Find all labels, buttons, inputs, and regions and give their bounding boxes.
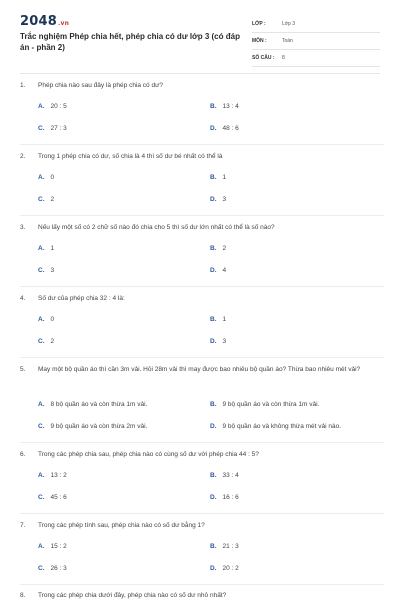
question-body: Trong 1 phép chia có dư, số chia là 4 thì số dư bé nhất có thể là [38,153,223,160]
options-row [20,103,384,115]
option-letter: B. [210,401,217,408]
option-letter: B. [210,543,217,550]
options-row [20,401,384,413]
option-a[interactable] [38,174,54,181]
option-d[interactable] [210,338,226,345]
option-letter: C. [38,196,45,203]
option-text: 20 : 5 [50,103,67,110]
question-text [20,80,384,91]
question-3 [20,222,384,274]
meta-row-count [252,50,380,67]
worksheet-title: Trắc nghiệm Phép chia hết, phép chia có dư lớp 3 (có đáp án - phần 2) [20,32,240,52]
question-text [20,449,384,460]
option-text: 13 : 4 [222,103,239,110]
worksheet-header [0,0,400,74]
option-d[interactable] [210,565,239,572]
option-text: 3 [50,267,55,274]
logo-domain: .vn [57,20,70,27]
option-c[interactable] [38,565,67,572]
option-letter: B. [210,316,217,323]
option-text: 1 [222,174,227,181]
header-divider [20,73,380,74]
option-text: 9 bộ quần áo và còn thừa 1m vải. [222,401,320,408]
option-a[interactable] [38,543,67,550]
option-text: 20 : 2 [222,565,239,572]
option-text: 15 : 2 [50,543,67,550]
question-divider [20,144,384,145]
option-c[interactable] [38,267,54,274]
logo-text: 2048 [20,14,57,29]
option-d[interactable] [210,125,239,132]
options-row [20,267,384,279]
worksheet-meta [252,16,380,67]
option-b[interactable] [210,174,226,181]
question-number: 5. [20,366,26,373]
meta-row-subject [252,33,380,50]
option-letter: B. [210,472,217,479]
option-letter: A. [38,245,45,252]
option-letter: D. [210,423,217,430]
question-text [20,151,384,162]
option-c[interactable] [38,125,67,132]
question-divider [20,513,384,514]
question-body: May một bộ quần áo thì cần 3m vải. Hỏi 28m vải thì may được bao nhiêu bộ quần áo? Thừa bao nhiêu mét vải? [38,366,361,373]
option-text: 3 [222,196,227,203]
question-body: Trong các phép chia dưới đây, phép chia nào có số dư nhỏ nhất? [38,592,227,599]
option-text: 33 : 4 [222,472,239,479]
question-text [20,520,384,531]
options-row [20,316,384,328]
options-row [20,543,384,555]
option-text: 45 : 6 [50,494,67,501]
option-text: 21 : 3 [222,543,239,550]
option-letter: C. [38,125,45,132]
question-divider [20,286,384,287]
option-text: 9 bộ quần áo và không thừa mét vải nào. [222,423,342,430]
question-6 [20,449,384,501]
options-row [20,174,384,186]
question-text [20,293,384,304]
option-text: 2 [222,245,227,252]
option-b[interactable] [210,316,226,323]
meta-value: 8 [282,55,285,61]
option-b[interactable] [210,543,239,550]
options-row [20,494,384,506]
question-divider [20,584,384,585]
question-number: 6. [20,451,26,458]
option-text: 9 bộ quần áo và còn thừa 2m vải. [50,423,148,430]
question-number: 8. [20,592,26,599]
question-number: 3. [20,224,26,231]
options-row [20,338,384,350]
option-text: 4 [222,267,227,274]
option-a[interactable] [38,103,67,110]
option-letter: D. [210,338,217,345]
option-letter: B. [210,174,217,181]
options-row [20,472,384,484]
meta-row-class [252,16,380,33]
option-letter: D. [210,494,217,501]
option-text: 0 [50,316,55,323]
question-divider [20,215,384,216]
option-letter: C. [38,565,45,572]
option-a[interactable] [38,472,67,479]
option-c[interactable] [38,338,54,345]
option-letter: C. [38,494,45,501]
option-letter: A. [38,472,45,479]
question-1 [20,80,384,132]
question-body: Phép chia nào sau đây là phép chia có dư? [38,82,164,89]
option-b[interactable] [210,401,319,408]
question-number: 2. [20,153,26,160]
option-letter: D. [210,267,217,274]
option-letter: B. [210,103,217,110]
option-text: 2 [50,196,55,203]
option-text: 26 : 3 [50,565,67,572]
option-c[interactable] [38,196,54,203]
option-letter: B. [210,245,217,252]
options-row [20,565,384,577]
option-letter: A. [38,316,45,323]
options-row [20,125,384,137]
question-divider [20,442,384,443]
option-text: 27 : 3 [50,125,67,132]
option-letter: C. [38,423,45,430]
option-a[interactable] [38,401,147,408]
option-letter: A. [38,174,45,181]
question-body: Nếu lấy một số có 2 chữ số nào đó chia cho 5 thì số dư lớn nhất có thể là số nào? [38,224,275,231]
option-text: 2 [50,338,55,345]
question-divider [20,357,384,358]
options-row [20,196,384,208]
option-letter: A. [38,401,45,408]
options-row [20,423,384,435]
option-c[interactable] [38,423,147,430]
meta-label: SỐ CÂU : [252,55,275,61]
option-letter: A. [38,103,45,110]
question-number: 1. [20,82,26,89]
meta-value: Toán [282,38,293,44]
option-text: 3 [222,338,227,345]
question-body: Số dư của phép chia 32 : 4 là: [38,295,125,302]
option-text: 13 : 2 [50,472,67,479]
question-text [20,590,384,600]
option-d[interactable] [210,423,341,430]
option-text: 16 : 6 [222,494,239,501]
question-number: 7. [20,522,26,529]
option-text: 1 [50,245,55,252]
option-a[interactable] [38,316,54,323]
option-letter: D. [210,125,217,132]
question-8 [20,590,384,600]
question-body: Trong các phép chia sau, phép chia nào có cùng số dư với phép chia 44 : 5? [38,451,259,458]
option-d[interactable] [210,494,239,501]
question-7 [20,520,384,572]
option-b[interactable] [210,472,239,479]
meta-label: LỚP : [252,21,266,27]
option-letter: C. [38,338,45,345]
option-text: 0 [50,174,55,181]
option-letter: A. [38,543,45,550]
question-4 [20,293,384,345]
option-d[interactable] [210,267,226,274]
option-d[interactable] [210,196,226,203]
options-row [20,245,384,257]
option-text: 8 bộ quần áo và còn thừa 1m vải. [50,401,148,408]
option-letter: C. [38,267,45,274]
meta-label: MÔN : [252,38,267,44]
question-2 [20,151,384,203]
option-text: 48 : 6 [222,125,239,132]
option-b[interactable] [210,103,239,110]
option-c[interactable] [38,494,67,501]
option-letter: D. [210,196,217,203]
question-number: 4. [20,295,26,302]
option-text: 1 [222,316,227,323]
option-b[interactable] [210,245,226,252]
meta-value: Lớp 3 [282,21,296,27]
option-letter: D. [210,565,217,572]
option-a[interactable] [38,245,54,252]
question-body: Trong các phép tính sau, phép chia nào có số dư bằng 1? [38,522,205,529]
question-text [20,364,384,375]
question-5 [20,364,384,430]
question-text [20,222,384,233]
